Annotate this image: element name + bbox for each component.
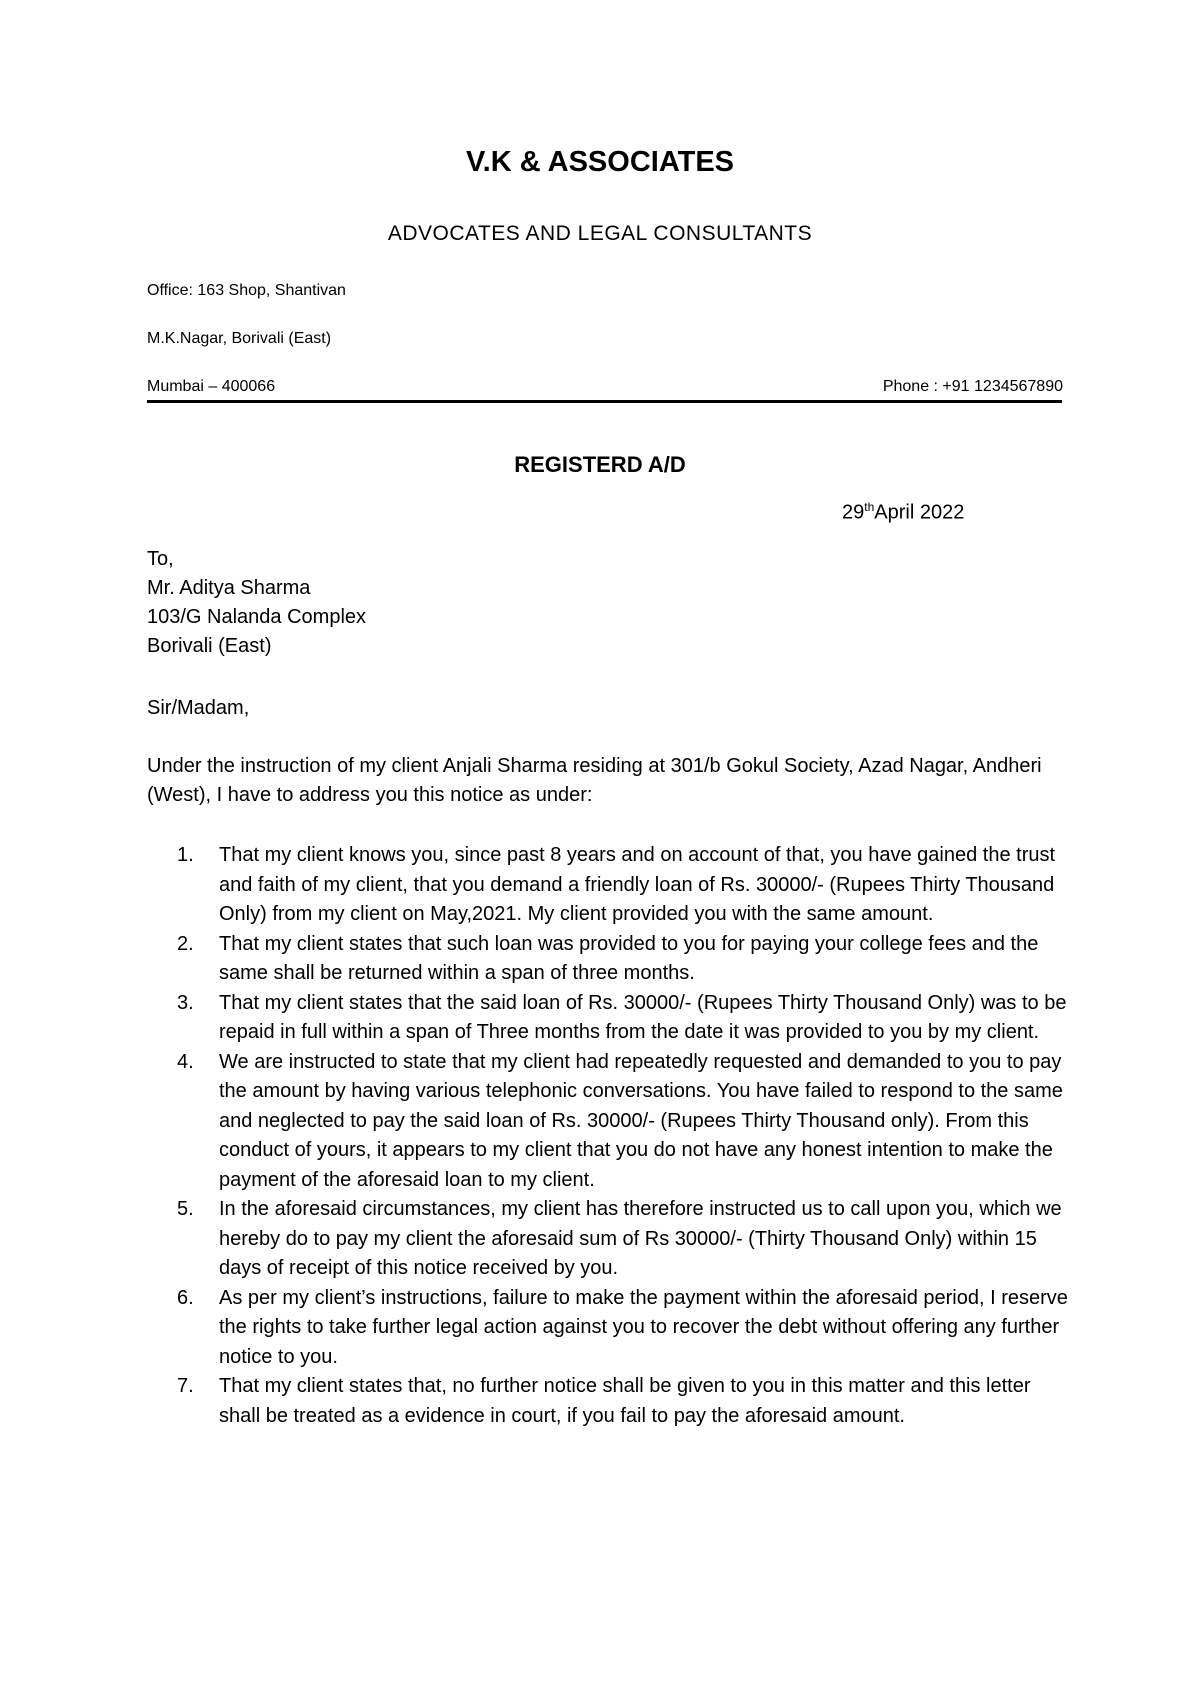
recipient-address-line: Borivali (East) bbox=[147, 635, 272, 657]
office-address-line-2: M.K.Nagar, Borivali (East) bbox=[147, 330, 332, 347]
point-text: We are instructed to state that my client had repeatedly requested and demanded to you to pay the amount by having various telephonic conversations. You have failed to respond to the same and neglected to pay the said loan of Rs. 30000/- (Rupees Thirty Thousand only). From this conduct of yours, it appears to my client that you do not have any honest intention to make the payment of the aforesaid loan to my client. bbox=[219, 1050, 1063, 1191]
notice-point bbox=[147, 989, 1072, 1048]
salutation: Sir/Madam, bbox=[147, 697, 250, 719]
date-suffix: th bbox=[864, 500, 875, 514]
notice-point bbox=[147, 841, 1072, 930]
notice-point bbox=[147, 1372, 1072, 1431]
recipient-block bbox=[147, 545, 1067, 661]
point-number: 3. bbox=[177, 991, 194, 1014]
point-number: 6. bbox=[177, 1286, 194, 1309]
office-address-line-3: Mumbai – 400066 bbox=[147, 378, 276, 395]
point-text: That my client knows you, since past 8 years and on account of that, you have gained the trust and faith of my client, that you demand a friendly loan of Rs. 30000/- (Rupees Thirty Thousand Only) from my client on May,2021. My client provided you with the same amount. bbox=[219, 844, 1056, 925]
date-day: 29 bbox=[842, 501, 865, 524]
point-text: That my client states that, no further notice shall be given to you in this matter and this letter shall be treated as a evidence in court, if you fail to pay the aforesaid amount. bbox=[219, 1375, 1031, 1427]
recipient-name: Mr. Aditya Sharma bbox=[147, 577, 311, 599]
point-number: 4. bbox=[177, 1050, 194, 1073]
point-number: 7. bbox=[177, 1375, 194, 1397]
header-divider bbox=[147, 400, 1062, 403]
phone-number: Phone : +91 1234567890 bbox=[882, 378, 1063, 395]
date-month-year: April 2022 bbox=[874, 501, 965, 524]
point-text: As per my client’s instructions, failure to make the payment within the aforesaid period, I reserve the rights to take further legal action against you to recover the debt without offering any further notice to you. bbox=[219, 1286, 1068, 1368]
notice-point bbox=[147, 1195, 1072, 1284]
notice-point bbox=[147, 930, 1072, 989]
notice-points-list bbox=[147, 841, 1072, 1431]
point-number: 5. bbox=[177, 1198, 194, 1220]
delivery-mode-heading: REGISTERD A/D bbox=[514, 452, 686, 477]
point-text: That my client states that such loan was provided to you for paying your college fees and the same shall be returned within a span of three months. bbox=[219, 932, 1039, 984]
letter-date bbox=[842, 500, 964, 525]
firm-subtitle: ADVOCATES AND LEGAL CONSULTANTS bbox=[387, 222, 813, 245]
point-number: 2. bbox=[177, 932, 194, 955]
notice-point bbox=[147, 1284, 1072, 1373]
point-number: 1. bbox=[177, 844, 194, 866]
point-text: In the aforesaid circumstances, my client has therefore instructed us to call upon you, which we hereby do to pay my client the aforesaid sum of Rs 30000/- (Thirty Thousand Only) within 15 days of receipt of this notice received by you. bbox=[219, 1198, 1062, 1279]
point-text: That my client states that the said loan of Rs. 30000/- (Rupees Thirty Thousand Only) was to be repaid in full within a span of Three months from the date it was provided to you by my client. bbox=[219, 991, 1067, 1043]
recipient-line: To, bbox=[147, 548, 174, 570]
notice-point bbox=[147, 1048, 1072, 1196]
intro-paragraph: Under the instruction of my client Anjali Sharma residing at 301/b Gokul Society, Azad Nagar, Andheri (West), I have to address you this notice as under: bbox=[147, 755, 1042, 806]
firm-name: V.K & ASSOCIATES bbox=[465, 146, 735, 178]
recipient-address-line: 103/G Nalanda Complex bbox=[147, 606, 367, 628]
office-address-line-1: Office: 163 Shop, Shantivan bbox=[147, 282, 346, 299]
